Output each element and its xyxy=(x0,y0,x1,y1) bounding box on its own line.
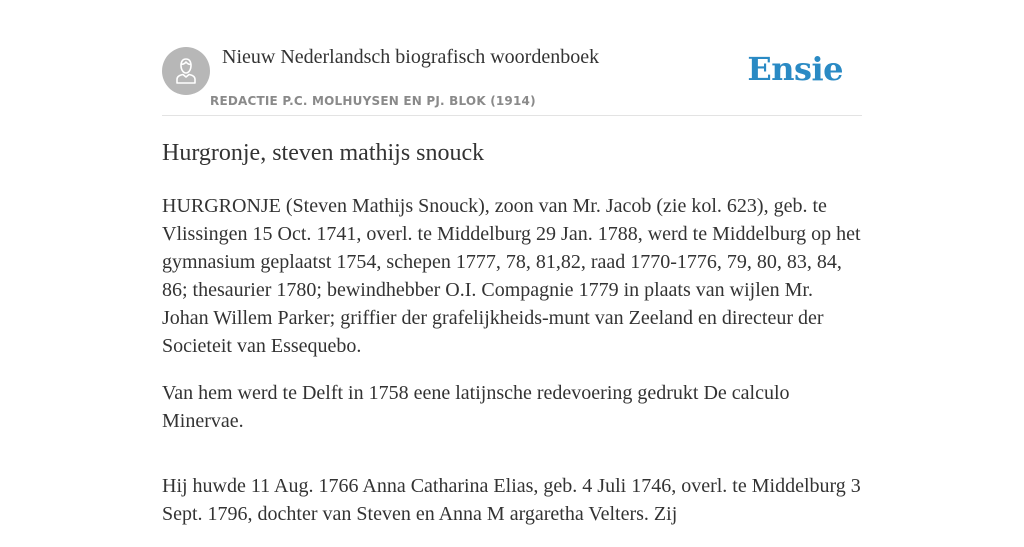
article-body xyxy=(162,192,862,547)
source-title[interactable]: Nieuw Nederlandsch biografisch woordenboek xyxy=(222,46,600,68)
ensie-logo[interactable]: Ensie xyxy=(747,50,843,88)
article-title: Hurgronje, steven mathijs snouck xyxy=(162,140,485,166)
article-paragraph: Hij huwde 11 Aug. 1766 Anna Catharina Elias, geb. 4 Juli 1746, overl. te Middelburg 3 Sept. 1796, dochter van Steven en Anna M argaretha Velters. Zij xyxy=(162,475,861,525)
article-paragraph: Van hem werd te Delft in 1758 eene latijnsche redevoering gedrukt De calculo Minervae. xyxy=(162,382,790,432)
user-icon xyxy=(162,47,210,95)
article-paragraph: HURGRONJE (Steven Mathijs Snouck), zoon van Mr. Jacob (zie kol. 623), geb. te Vlissingen 15 Oct. 1741, overl. te Middelburg 29 Jan. 1788, werd te Middelburg op het gymnasium geplaatst 1754, schepen 1777, 78, 81,82, raad 1770-1776, 79, 80, 83, 84, 86; thesaurier 1780; bewindhebber O.I. Compagnie 1779 in plaats van wijlen Mr. Johan Willem Parker; griffier der grafelijkheids-munt van Zeeland en directeur der Societeit van Essequebo. xyxy=(162,195,861,357)
source-editor: REDACTIE P.C. MOLHUYSEN EN PJ. BLOK (1914) xyxy=(210,94,536,108)
source-header xyxy=(162,44,862,116)
